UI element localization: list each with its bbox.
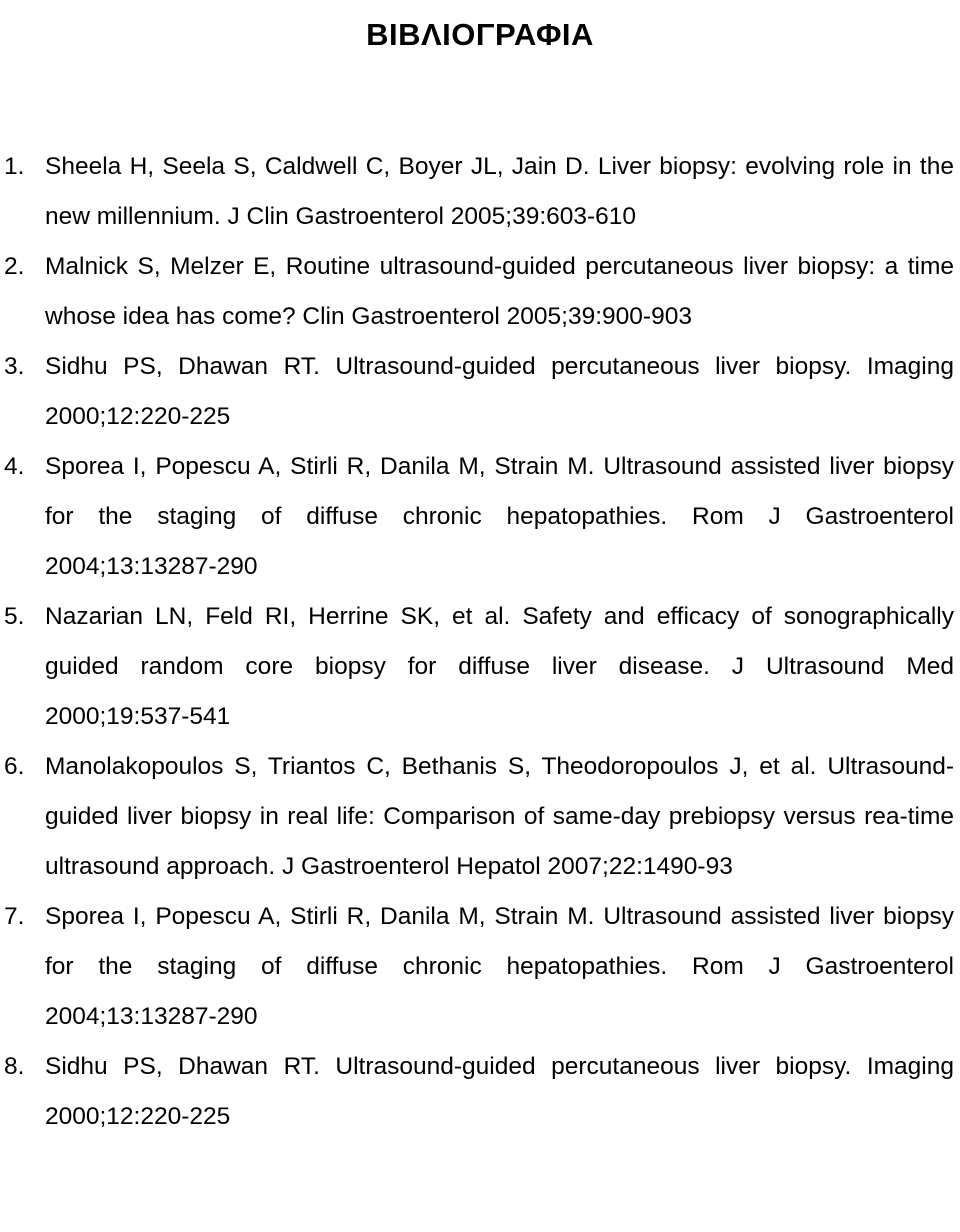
reference-list bbox=[0, 142, 960, 1142]
reference-text: Manolakopoulos S, Triantos C, Bethanis S, Theodoropoulos J, et al. Ultrasound-guided liver biopsy in real life: Comparison of same-day prebiopsy versus rea-time ultrasound approach. J Gastroenterol Hepatol 2007;22:1490-93 bbox=[45, 753, 954, 880]
reference-number: 8. bbox=[4, 1053, 25, 1080]
reference-item-2 bbox=[0, 242, 960, 342]
reference-item-6 bbox=[0, 742, 960, 892]
reference-number: 6. bbox=[4, 753, 25, 780]
reference-item-5 bbox=[0, 592, 960, 742]
reference-number: 4. bbox=[4, 453, 25, 480]
reference-number: 7. bbox=[4, 903, 25, 930]
reference-number: 2. bbox=[4, 253, 25, 280]
reference-text: Sporea I, Popescu A, Stirli R, Danila M, Strain M. Ultrasound assisted liver biopsy for the staging of diffuse chronic hepatopathies. Rom J Gastroenterol 2004;13:13287-290 bbox=[45, 903, 954, 1030]
reference-text: Sidhu PS, Dhawan RT. Ultrasound-guided percutaneous liver biopsy. Imaging 2000;12:220-225 bbox=[45, 353, 954, 430]
reference-item-4 bbox=[0, 442, 960, 592]
reference-number: 1. bbox=[4, 153, 25, 180]
reference-text: Sporea I, Popescu A, Stirli R, Danila M, Strain M. Ultrasound assisted liver biopsy for the staging of diffuse chronic hepatopathies. Rom J Gastroenterol 2004;13:13287-290 bbox=[45, 453, 954, 580]
page-title: ΒΙΒΛΙΟΓΡΑΦΙΑ bbox=[366, 16, 594, 52]
reference-text: Nazarian LN, Feld RI, Herrine SK, et al. Safety and efficacy of sonographically guided random core biopsy for diffuse liver disease. J Ultrasound Med 2000;19:537-541 bbox=[45, 603, 954, 730]
reference-number: 5. bbox=[4, 603, 25, 630]
reference-text: Malnick S, Melzer E, Routine ultrasound-guided percutaneous liver biopsy: a time whose idea has come? Clin Gastroenterol 2005;39:900-903 bbox=[45, 253, 954, 330]
reference-text: Sidhu PS, Dhawan RT. Ultrasound-guided percutaneous liver biopsy. Imaging 2000;12:220-225 bbox=[45, 1053, 954, 1130]
reference-item-1 bbox=[0, 142, 960, 242]
reference-item-7 bbox=[0, 892, 960, 1042]
reference-text: Sheela H, Seela S, Caldwell C, Boyer JL, Jain D. Liver biopsy: evolving role in the new millennium. J Clin Gastroenterol 2005;39:603-610 bbox=[45, 153, 954, 230]
reference-number: 3. bbox=[4, 353, 25, 380]
reference-item-8 bbox=[0, 1042, 960, 1142]
reference-item-3 bbox=[0, 342, 960, 442]
